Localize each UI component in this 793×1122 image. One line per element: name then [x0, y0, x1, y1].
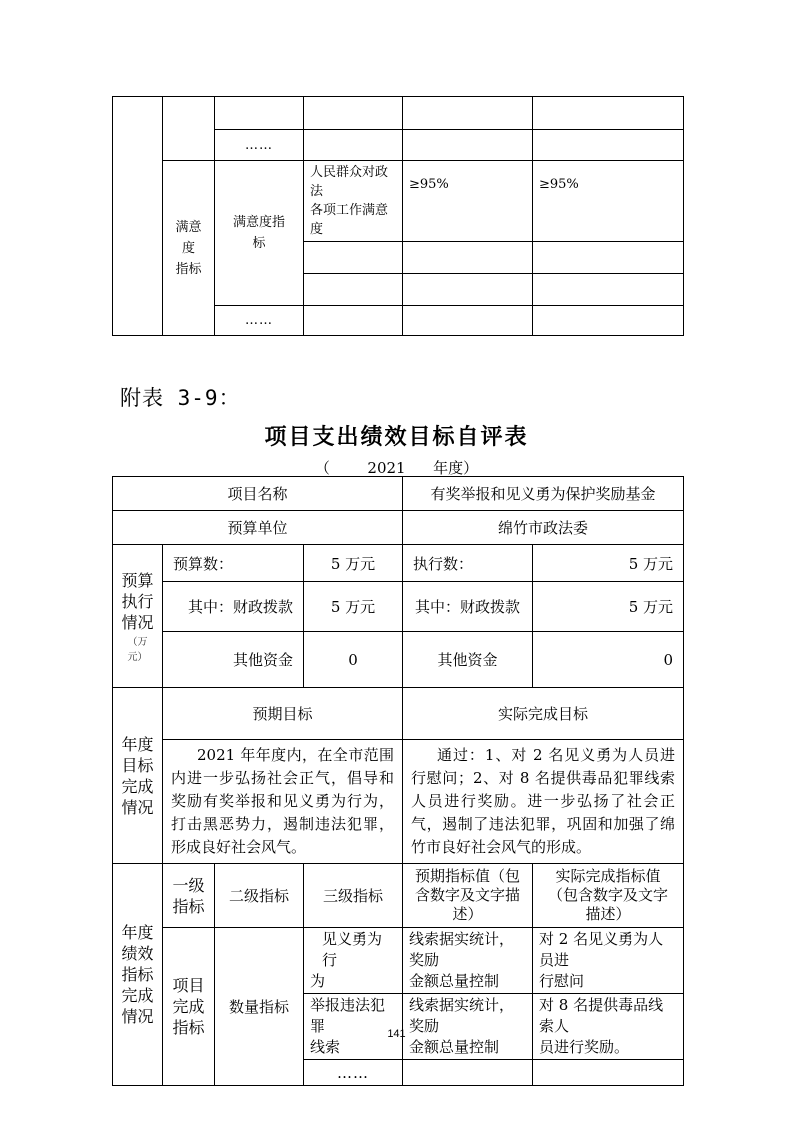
- actual-indicator-line: 对 2 名见义勇为人员进: [539, 930, 664, 969]
- other-funds-label: 其他资金: [163, 632, 304, 688]
- actual-value-cell: ≥95%: [533, 161, 684, 242]
- actual-indicator-line: 行慰问: [539, 972, 585, 990]
- level1-header: [163, 864, 215, 928]
- blank-cell: [403, 1060, 533, 1086]
- fiscal-allocation-value-actual: 5 万元: [533, 582, 684, 632]
- blank-cell: [304, 130, 403, 161]
- ellipsis-cell: ……: [215, 306, 304, 336]
- budget-unit-value: 绵竹市政法委: [403, 511, 684, 545]
- expected-indicator-line: 线索据实统计，奖励: [409, 930, 515, 969]
- page-number: 141: [387, 1028, 406, 1040]
- blank-cell: [403, 130, 533, 161]
- satisfaction-indicator-line: 人民群众对政法: [310, 165, 389, 199]
- actual-indicator-line: 员进行奖励。: [539, 1038, 630, 1056]
- ellipsis-cell: ……: [215, 130, 304, 161]
- performance-section-label: [113, 864, 163, 1086]
- budget-section-line: 情况: [121, 612, 154, 632]
- performance-section-line: 年度: [121, 923, 154, 942]
- blank-cell: [304, 97, 403, 130]
- fiscal-allocation-label: 其中：财政拨款: [163, 582, 304, 632]
- blank-cell: [533, 306, 684, 336]
- blank-cell: [403, 274, 533, 306]
- blank-cell: [304, 306, 403, 336]
- expected-goal-header: 预期目标: [163, 688, 403, 740]
- annual-goal-section-line: 情况: [121, 797, 154, 817]
- performance-section-line: 绩效: [121, 944, 154, 963]
- satisfaction-indicator-cell: [304, 161, 403, 242]
- satisfaction-subcategory-line: 满意度指: [232, 215, 285, 230]
- appendix-label: 附表 3-9：: [120, 386, 241, 410]
- year-line: [0, 457, 793, 478]
- self-evaluation-table: [112, 476, 684, 1086]
- performance-section-line: 情况: [121, 1007, 154, 1026]
- level3-indicator-line: 线索: [310, 1038, 341, 1056]
- level3-indicator-line: 为: [310, 972, 326, 990]
- page-title: 项目支出绩效目标自评表: [264, 425, 529, 450]
- annual-goal-section-label: [113, 688, 163, 864]
- actual-indicator-header-line: 描述）: [585, 905, 631, 923]
- expected-indicator-header: [403, 864, 533, 928]
- project-name-label: 项目名称: [113, 477, 403, 511]
- expected-indicator-header-line: 预期指标值（包: [415, 867, 521, 885]
- other-funds-value-actual: 0: [533, 632, 684, 688]
- level3-indicator-line: 举报违法犯罪: [310, 996, 386, 1035]
- blank-cell: [403, 306, 533, 336]
- ellipsis-cell: ……: [304, 1060, 403, 1086]
- annual-goal-section-line: 目标: [121, 755, 154, 775]
- satisfaction-category-line: 满意: [175, 219, 202, 235]
- budget-unit-line: （万: [127, 636, 148, 648]
- annual-goal-section-line: 年度: [121, 734, 154, 754]
- satisfaction-category-cell: [163, 161, 215, 336]
- budget-amount-label: 预算数：: [163, 545, 304, 582]
- level1-header-line: 一级: [172, 875, 205, 895]
- level3-header: 三级指标: [304, 864, 403, 928]
- blank-cell: [533, 130, 684, 161]
- level2-header: 二级指标: [215, 864, 304, 928]
- blank-cell: [403, 242, 533, 274]
- budget-section-line: 执行: [121, 591, 154, 611]
- blank-cell: [113, 97, 163, 336]
- actual-indicator-header: [533, 864, 684, 928]
- blank-cell: [533, 274, 684, 306]
- fiscal-allocation-value: 5 万元: [304, 582, 403, 632]
- level1-cell: [163, 928, 215, 1086]
- level2-cell: 数量指标: [215, 928, 304, 1086]
- actual-indicator-line: 对 8 名提供毒品线索人: [539, 996, 664, 1035]
- execution-amount-value: 5 万元: [533, 545, 684, 582]
- level1-line: 项目: [172, 976, 205, 995]
- execution-amount-label: 执行数：: [403, 545, 533, 582]
- level1-header-line: 指标: [172, 896, 205, 916]
- expected-indicator-cell: [403, 928, 533, 994]
- actual-goal-text: 通过：1、对 2 名见义勇为人员进行慰问；2、对 8 名提供毒品犯罪线索人员进行奖励。进一步弘扬了社会正气，遏制了违法犯罪，巩固和加强了绵竹市良好社会风气的形成。: [403, 740, 684, 864]
- year-value: 2021: [367, 459, 406, 477]
- expected-indicator-header-line: 含数字及文字描: [415, 886, 521, 904]
- budget-unit-label: 预算单位: [113, 511, 403, 545]
- blank-cell: [403, 97, 533, 130]
- satisfaction-indicator-table: [112, 96, 684, 336]
- fiscal-allocation-label-actual: 其中：财政拨款: [403, 582, 533, 632]
- level3-indicator-cell: [304, 928, 403, 994]
- expected-indicator-line: 金额总量控制: [409, 1038, 500, 1056]
- expected-value-cell: ≥95%: [403, 161, 533, 242]
- blank-cell: [163, 97, 215, 161]
- expected-indicator-line: 线索据实统计，奖励: [409, 996, 515, 1035]
- actual-indicator-cell: [533, 928, 684, 994]
- expected-indicator-header-line: 述）: [452, 905, 483, 923]
- blank-cell: [304, 274, 403, 306]
- satisfaction-category-line: 度: [181, 240, 195, 256]
- level3-indicator-cell: [304, 994, 403, 1060]
- actual-goal-header: 实际完成目标: [403, 688, 684, 740]
- project-name-value: 有奖举报和见义勇为保护奖励基金: [403, 477, 684, 511]
- satisfaction-subcategory-line: 标: [252, 236, 266, 251]
- budget-section-label: [113, 545, 163, 688]
- year-open-paren: （: [314, 459, 330, 477]
- satisfaction-indicator-line: 各项工作满意度: [310, 203, 389, 237]
- actual-indicator-header-line: 实际完成指标值: [555, 867, 661, 885]
- expected-indicator-line: 金额总量控制: [409, 972, 500, 990]
- blank-cell: [533, 242, 684, 274]
- actual-indicator-cell: [533, 994, 684, 1060]
- budget-amount-value: 5 万元: [304, 545, 403, 582]
- budget-section-line: 预算: [121, 570, 154, 590]
- budget-unit-line: 元）: [127, 651, 148, 663]
- expected-goal-text: 2021 年年度内，在全市范围内进一步弘扬社会正气，倡导和奖励有奖举报和见义勇为行为，打击黑恶势力，遏制违法犯罪，形成良好社会风气。: [163, 740, 403, 864]
- blank-cell: [533, 97, 684, 130]
- expected-indicator-cell: [403, 994, 533, 1060]
- annual-goal-section-line: 完成: [121, 776, 154, 796]
- performance-section-line: 指标: [121, 965, 154, 984]
- actual-indicator-header-line: （包含数字及文字: [548, 886, 669, 904]
- level1-line: 指标: [172, 1018, 205, 1037]
- blank-cell: [304, 242, 403, 274]
- year-suffix: 年度）: [433, 459, 479, 477]
- satisfaction-subcategory-cell: [215, 161, 304, 306]
- blank-cell: [215, 97, 304, 130]
- level1-line: 完成: [172, 997, 205, 1016]
- other-funds-value: 0: [304, 632, 403, 688]
- blank-cell: [533, 1060, 684, 1086]
- level3-indicator-line: 见义勇为行: [322, 930, 383, 969]
- satisfaction-category-line: 指标: [175, 261, 202, 277]
- other-funds-label-actual: 其他资金: [403, 632, 533, 688]
- performance-section-line: 完成: [121, 986, 154, 1005]
